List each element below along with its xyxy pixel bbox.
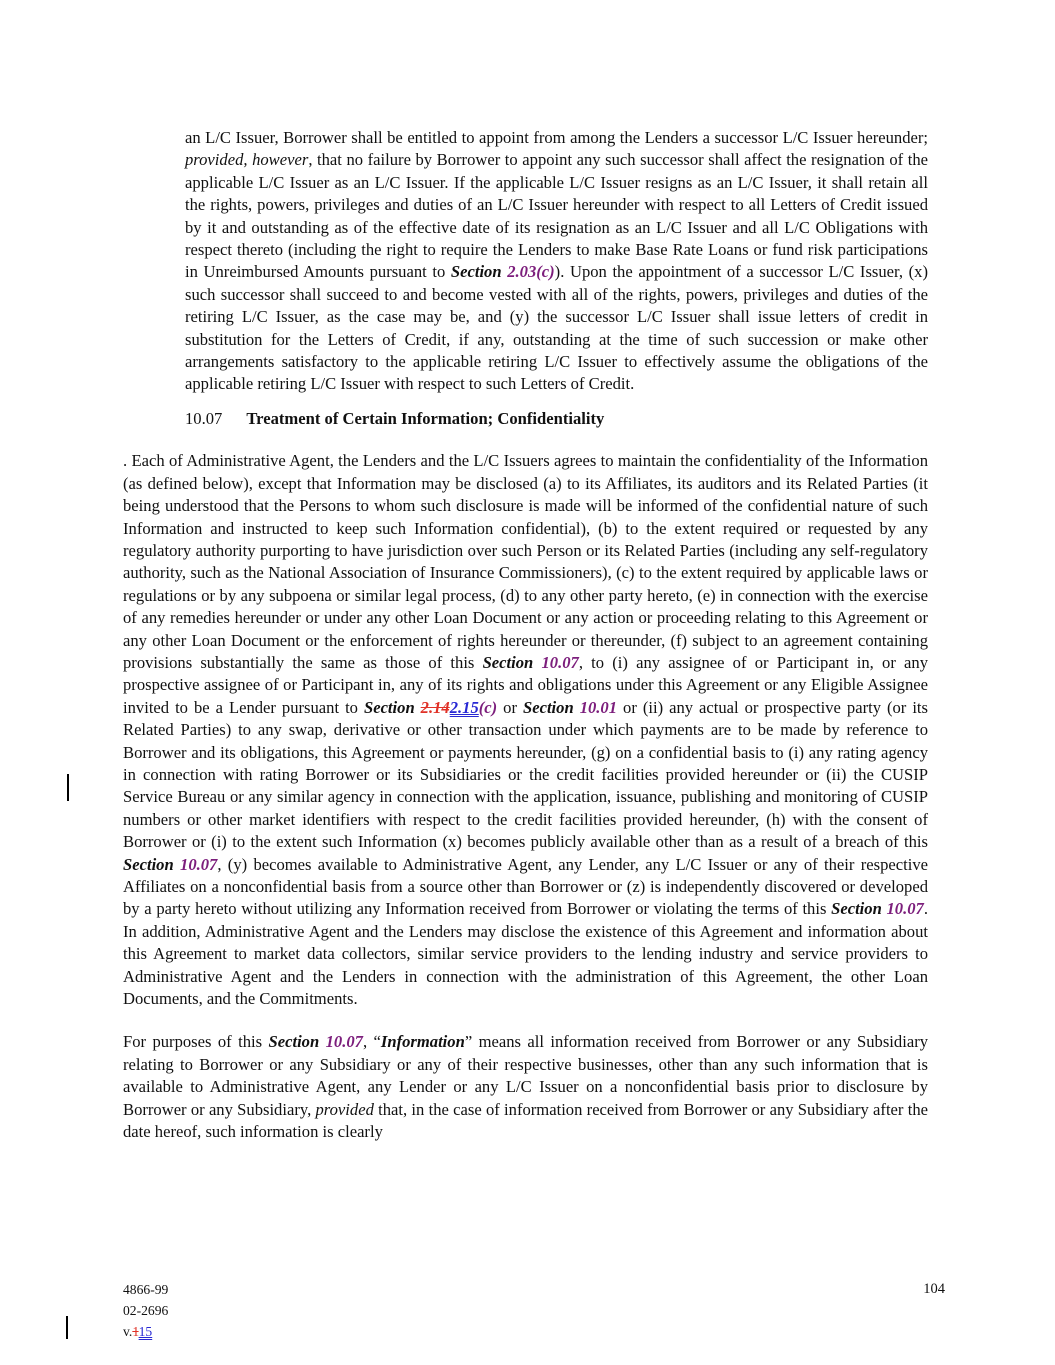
paragraph (185, 127, 928, 396)
page-number: 104 (923, 1281, 945, 1297)
text-run: , (y) becomes available to Administrative Agent, any Lender, any L/C Issuer or any of their respective Affiliates on a nonconfidential basis from a source other than Borrower or (z) is independently discovered or developed by a party hereto without utilizing any Information received from Borrower or violating the terms of this (123, 854, 928, 919)
text-run: or (497, 697, 523, 717)
document-body (123, 127, 928, 1164)
text-run: Section (522, 697, 580, 717)
text-run: 10.07 (325, 1032, 363, 1052)
section-heading (185, 408, 928, 430)
text-run: Section (268, 1032, 326, 1052)
text-run: ). Upon the appointment of a successor L/C Issuer, (x) such successor shall succeed to and become vested with all of the rights, powers, privileges and duties of the retiring L/C Issuer, as the case may be, and (y) the successor L/C Issuer shall issue letters of credit in substitution for the Letters of Credit, if any, outstanding at the time of such succession or make other arrangements satisfactory to the applicable retiring L/C Issuer to effectively assume the obligations of the applicable retiring L/C Issuer with respect to such Letters of Credit. (185, 262, 928, 394)
text-run: 2.15 (449, 697, 479, 717)
doc-id-line: 4866-99 (123, 1282, 169, 1297)
footer-block (123, 1280, 168, 1342)
text-run: 10.07 (180, 854, 218, 874)
text-run: ” means all information received from Borrower or any Subsidiary relating to Borrower or any Subsidiary or any of their respective businesses, other than any such information that is available to Administrative Agent, any Lender or any L/C Issuer on a nonconfidential basis prior to disclosure by Borrower or any Subsidiary, (123, 1032, 929, 1119)
version-line (123, 1322, 168, 1343)
change-bar (66, 1316, 68, 1339)
text-run: (c) (478, 697, 498, 717)
change-bar (67, 774, 69, 801)
paragraph (123, 450, 928, 1010)
text-run: Section (450, 262, 508, 282)
text-run: that, in the case of information received from Borrower or any Subsidiary after the date hereof, such information is clearly (123, 1099, 928, 1142)
version-inserted: 15 (138, 1323, 153, 1339)
text-run: . Each of Administrative Agent, the Lenders and the L/C Issuers agrees to maintain the confidentiality of the Information (as defined below), except that Information may be disclosed (a) to its Affiliates, its auditors and its Related Parties (it being understood that the Persons to whom such disclosure is made will be informed of the confidential nature of such Information and instructed to keep such Information confidential), (b) to the extent required or requested by any regulatory authority purporting to have jurisdiction over such Person or its Related Parties (including any self-regulatory authority, such as the National Association of Insurance Commissioners), (c) to the extent required by applicable laws or regulations or by any subpoena or similar legal process, (d) to any other party hereto, (e) in connection with the exercise of any remedies hereunder or under any other Loan Document or any action or proceeding relating to this Agreement or any other Loan Document or the enforcement of rights hereunder or thereunder, (f) subject to an agreement containing provisions substantially the same as those of this (123, 451, 928, 672)
version-deleted: 1 (132, 1323, 139, 1339)
text-run: 2.14 (420, 697, 450, 717)
text-run: 2.03(c) (507, 262, 555, 282)
paragraph (123, 1031, 928, 1143)
text-run: 10.01 (579, 697, 618, 717)
text-run: , to (i) any assignee of or Participant in, or any prospective assignee of or Participant in, any of its rights and obligations under this Agreement or any Eligible Assignee invited to be a Lender pursuant to (123, 652, 928, 717)
text-run: provided, however (185, 150, 309, 170)
text-run: an L/C Issuer, Borrower shall be entitled to appoint from among the Lenders a successor L/C Issuer hereunder; (185, 128, 928, 147)
doc-id-line: 02-2696 (123, 1302, 169, 1318)
text-run: Section (123, 854, 181, 874)
text-run: provided (315, 1099, 374, 1119)
text-run: 10.07 (886, 899, 924, 919)
text-run: Section (363, 697, 421, 717)
text-run: . In addition, Administrative Agent and the Lenders may disclose the existence of this Agreement and information about this Agreement to market data collectors, similar service providers to the lending industry and service providers to Administrative Agent and the Lenders in connection with the administration of this Agreement, the other Loan Documents, and the Commitments. (123, 899, 928, 1009)
text-run: Section (831, 899, 887, 919)
section-number: 10.07 (185, 408, 223, 428)
text-run: , that no failure by Borrower to appoint any such successor shall affect the resignation of the applicable L/C Issuer as an L/C Issuer. If the applicable L/C Issuer resigns as an L/C Issuer, it shall retain all the rights, powers, privileges and duties of an L/C Issuer hereunder with respect to all Letters of Credit issued by it and outstanding as of the effective date of its resignation as an L/C Issuer and all L/C Obligations with respect thereto (including the right to require the Lenders to make Base Rate Loans or fund risk participations in Unreimbursed Amounts pursuant to (185, 150, 928, 282)
text-run: or (ii) any actual or prospective party (or its Related Parties) to any swap, derivative or other transaction under which payments are to be made by reference to Borrower and its obligations, this Agreement or payments hereunder, (g) on a confidential basis to (i) any rating agency in connection with rating Borrower or its Subsidiaries or the credit facilities provided hereunder or (ii) the CUSIP Service Bureau or any similar agency in connection with the application, issuance, publishing and monitoring of CUSIP numbers or other market identifiers with respect to the credit facilities provided hereunder, (h) with the consent of Borrower or (i) to the extent such Information (x) becomes publicly available other than as a result of a breach of this (123, 697, 929, 852)
text-run: , “ (362, 1032, 381, 1052)
text-run: Information (380, 1032, 465, 1052)
section-title: Treatment of Certain Information; Confidentiality (246, 408, 605, 428)
version-prefix: v. (123, 1323, 133, 1339)
text-run: Section (482, 652, 542, 672)
text-run: 10.07 (541, 652, 579, 672)
text-run: For purposes of this (123, 1032, 269, 1052)
